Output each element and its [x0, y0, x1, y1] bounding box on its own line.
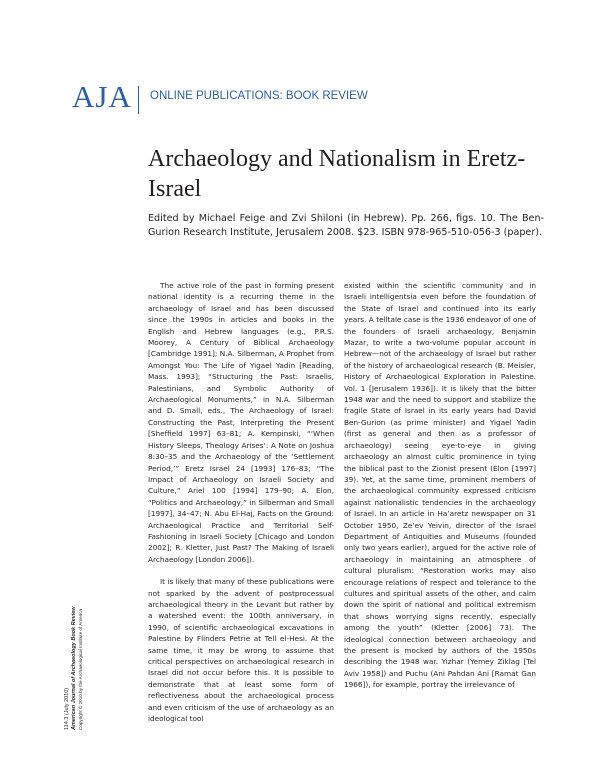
journal-logo: AJA — [72, 79, 132, 114]
left-column — [148, 280, 334, 724]
issue-info: 114.3 (July 2010) — [64, 687, 70, 730]
journal-name: American Journal of Archaeology Book Review — [71, 606, 77, 730]
header-divider — [138, 86, 139, 114]
body-paragraph: existed within the scientific community and in Israeli intelligentsia even before the foundation of the State of Israel and continued into its early years. A telltale case is the 1936 endeavor of one of the founders of Israeli archaeology, Benjamin Mazar, to write a two-volume popular account in Hebrew—not of the archaeology of Israel but rather of the history of archaeological research (B. Meisler, History of Archaeological Exploration in Palestine. Vol. 1 [Jerusalem 1936]). It is likely that the bitter 1948 war and the need to support and stabilize the fragile State of Israel in its early years had David Ben-Gurion (as prime minister) and Yigael Yadin (first as general and then as a professor of archaeology) seeing eye-to-eye in giving archaeology an almost cultic prominence in tying the biblical past to the Zionist present (Elon [1997] 39). Yet, at the same time, prominent members of the archaeological community expressed criticism against nationalistic tendencies in the archaeology of Israel. In an article in Ha’aretz newspaper on 31 October 1950, Ze’ev Yeivin, director of the Israel Department of Antiquities and Museums (founded only two years earlier), argued for the active role of archaeology in maintaining an atmosphere of cultural pluralism: “Restoration works may also encourage relations of respect and tolerance to the cultures and spiritual assets of the other, and calm down the spirit of national and political extremism that shows worrying signs recently, especially among the youth” (Kletter [2006] 73). The ideological connection between archaeology and the present is mocked by authors of the 1950s describing the 1948 war. Yizhar (Yemey Ziklag [Tel Aviv 1958]) and Puchu (Ani Pahdan Ani [Ramat Gan 1966]), for example, portray the irrelevance of — [344, 281, 536, 690]
body-paragraph: It is likely that many of these publications were not sparked by the advent of postprocessual archaeological theory in the Levant but rather by a watershed event: the 100th anniversary, in 1990, of scientific archaeological excavations in Palestine by Flinders Petrie at Tell el-Hesi. At the same time, it may be wrong to assume that critical perspectives on archaeological research in Israel did not occur before this. It is possible to demonstrate that at least some form of reflectiveness about the archaeological process and even criticism of the use of archaeology as an ideological tool — [148, 577, 334, 724]
body-paragraph: The active role of the past in forming present national identity is a recurring theme in the archaeology of Israel and has been discussed since the 1990s in articles and books in the English and Hebrew languages (e.g., P.R.S. Moorey, A Century of Biblical Archaeology [Cambridge 1991]; N.A. Silberman, A Prophet from Amongst You: The Life of Yigael Yadin [Reading, Mass. 1993]; “Structuring the Past: Israelis, Palestinians, and Symbolic Authority of Archaeological Monuments,” in N.A. Silberman and D. Small, eds., The Archaeology of Israel: Constructing the Past, Interpreting the Present [Sheffield 1997] 63–81; A. Kempinski, “‘When History Sleeps, Theology Arises’: A Note on Joshua 8:30–35 and the Archaeology of the ‘Settlement Period,’” Eretz Israel 24 [1993] 176–83; “The Impact of Archaeology on Israeli Society and Culture,” Ariel 100 [1994] 179–90; A. Elon, “Politics and Archaeology,” in Silberman and Small [1997], 34–47; N. Abu El-Haj, Facts on the Ground: Archaeological Practice and Territorial Self-Fashioning in Israeli Society [Chicago and London 2002]; R. Kletter, Just Past? The Making of Israeli Archaeology [London 2006]). — [148, 281, 334, 564]
section-label: ONLINE PUBLICATIONS: BOOK REVIEW — [150, 90, 368, 102]
book-citation: Edited by Michael Feige and Zvi Shiloni (in Hebrew). Pp. 266, figs. 10. The Ben-Gurion Research Institute, Jerusalem 2008. $23. ISBN 978-965-510-056-3 (paper). — [148, 213, 544, 238]
article-title: Archaeology and Nationalism in Eretz-Israel — [148, 146, 526, 202]
page-header — [72, 80, 542, 120]
journal-sidebar — [64, 548, 104, 730]
copyright-notice: Copyright © 2010 by the Archaeological Institute of America — [78, 608, 83, 730]
right-column — [344, 280, 536, 691]
